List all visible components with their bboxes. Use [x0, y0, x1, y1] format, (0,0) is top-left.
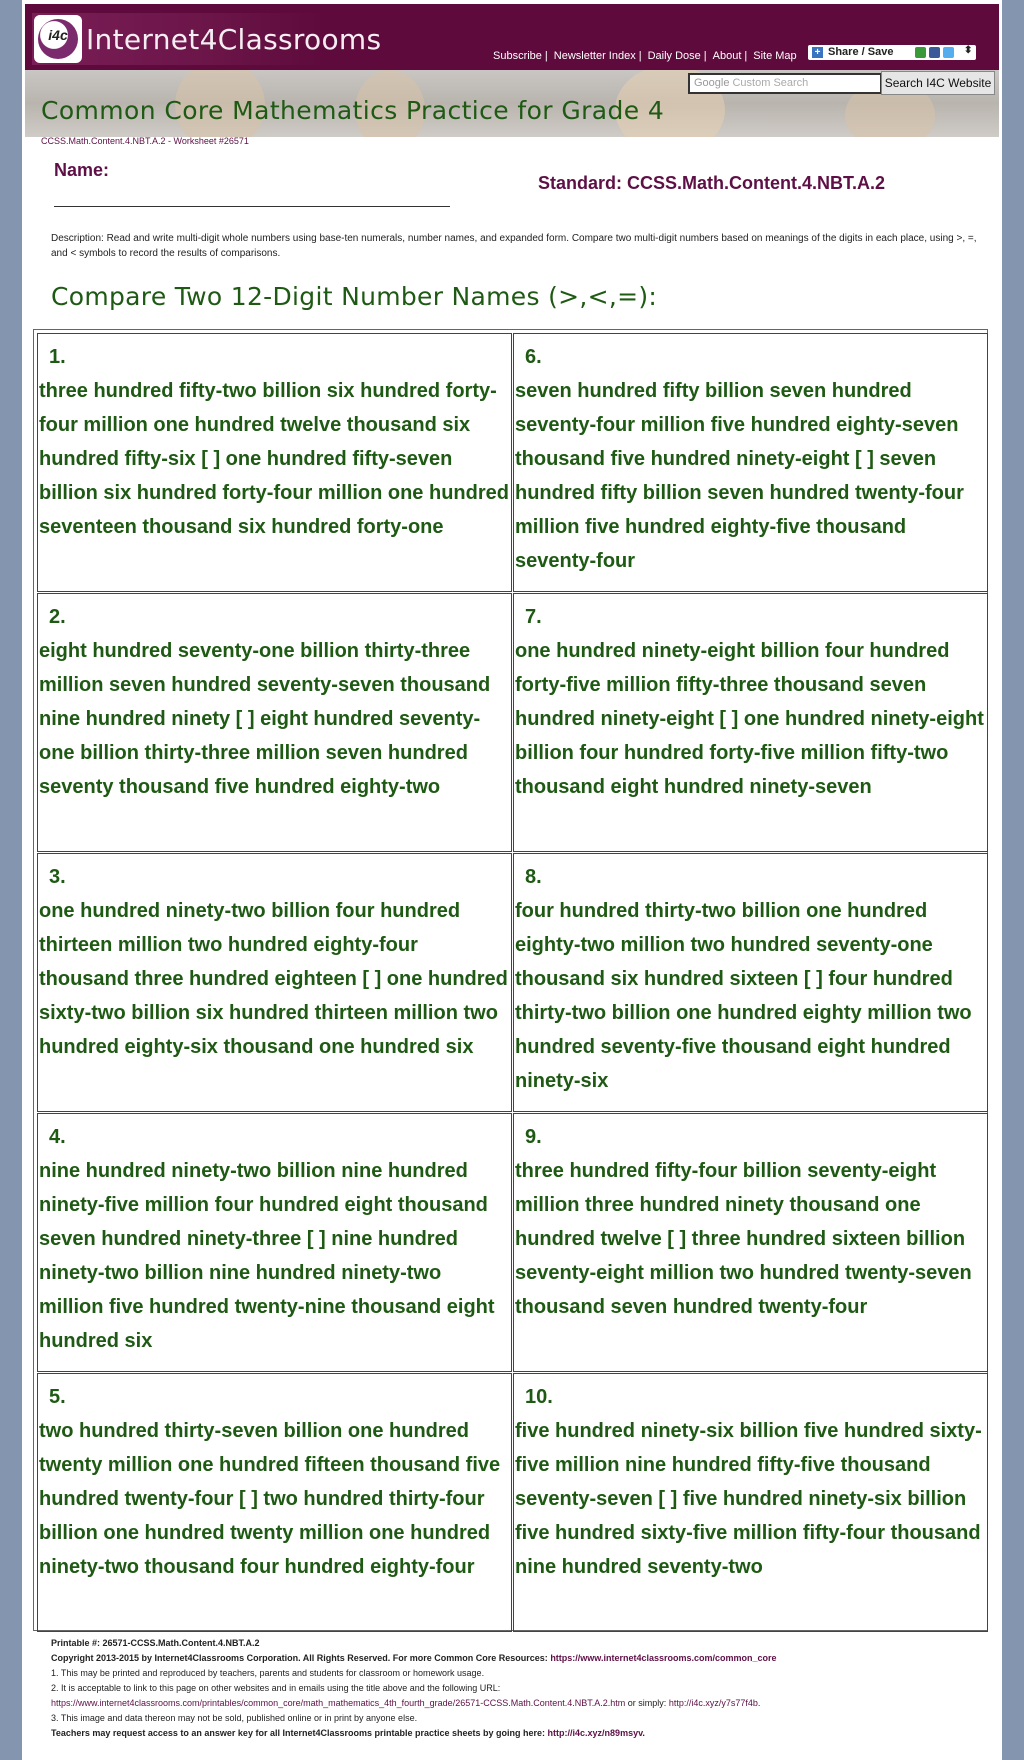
footer-note-1: 1. This may be printed and reproduced by teachers, parents and students for classroom or homework usage.: [51, 1668, 485, 1678]
problem-number: 7.: [525, 606, 542, 628]
problem-text: one hundred ninety-eight billion four hundred forty-five million fifty-three thousand seven hundred ninety-eight [ ] one hundred ninety-eight billion four hundred forty-five million fifty-two thousand eight hundred ninety-seven: [515, 640, 984, 798]
nav-newsletter-index[interactable]: Newsletter Index: [553, 50, 636, 62]
problem-cell: [513, 1113, 988, 1372]
problem-text: one hundred ninety-two billion four hundred thirteen million two hundred eighty-four thousand three hundred eighteen [ ] one hundred sixty-two billion six hundred thirteen million two hundred eighty-six thousand one hundred six: [39, 900, 508, 1058]
standard-label: Standard: CCSS.Math.Content.4.NBT.A.2: [538, 173, 886, 193]
facebook-icon: [929, 47, 940, 58]
printable-number: Printable #: 26571-CCSS.Math.Content.4.NBT.A.2: [51, 1638, 260, 1648]
description: Description: Read and write multi-digit whole numbers using base-ten numerals, number names, and expanded form. Compare two multi-digit numbers based on meanings of the digits in each place, using >, =, and < symbols to record the results of comparisons.: [51, 233, 977, 259]
site-logo[interactable]: [32, 13, 382, 65]
short-url-link[interactable]: http://i4c.xyz/y7s77f4b: [668, 1698, 758, 1708]
problem-text: three hundred fifty-four billion seventy-eight million three hundred ninety thousand one hundred twelve [ ] three hundred sixteen billion seventy-eight million two hundred twenty-seven thousand seven hundred twenty-four: [515, 1160, 972, 1318]
problem-cell: [37, 853, 512, 1112]
footer: [51, 1636, 996, 1741]
search-input[interactable]: Google Custom Search: [688, 73, 882, 94]
answer-key-link[interactable]: http://i4c.xyz/n89msyv: [547, 1728, 643, 1738]
problem-cell: [513, 333, 988, 592]
share-save-button[interactable]: [808, 45, 976, 60]
problem-text: three hundred fifty-two billion six hundred forty-four million one hundred twelve thousand six hundred fifty-six [ ] one hundred fifty-seven billion six hundred forty-four million one hundred seventeen thousand six hundred forty-one: [39, 380, 509, 538]
problem-text: four hundred thirty-two billion one hundred eighty-two million two hundred seventy-one thousand six hundred sixteen [ ] four hundred thirty-two billion one hundred eighty million two hundred seventy-five thousand eight hundred ninety-six: [515, 900, 972, 1092]
answer-key-line: Teachers may request access to an answer key for all Internet4Classrooms printable practice sheets by going here: http://i4c.xyz/n89msyv.: [51, 1728, 645, 1738]
nav-site-map[interactable]: Site Map: [753, 50, 797, 62]
footer-note-2: 2. It is acceptable to link to this page on other websites and in emails using the title above and the following URL:: [51, 1683, 501, 1693]
problem-number: 4.: [49, 1126, 66, 1148]
page: [22, 0, 1002, 1760]
problem-number: 10.: [525, 1386, 553, 1408]
problem-grid: [33, 329, 988, 1631]
problem-text: nine hundred ninety-two billion nine hundred ninety-five million four hundred eight thousand seven hundred ninety-three [ ] nine hundred ninety-two billion nine hundred ninety-two million five hundred twenty-nine thousand eight hundred six: [39, 1160, 495, 1352]
worksheet-url-link[interactable]: https://www.internet4classrooms.com/printables/common_core/math_mathematics_4th_fourth_grade/26571-CCSS.Math.Content.4.NBT.A.2.htm: [51, 1698, 626, 1708]
problem-number: 1.: [49, 346, 66, 368]
worksheet-title: Compare Two 12-Digit Number Names (>,<,=):: [51, 282, 658, 311]
problem-number: 9.: [525, 1126, 542, 1148]
problem-number: 2.: [49, 606, 66, 628]
nav-daily-dose[interactable]: Daily Dose: [647, 50, 701, 62]
copyright: Copyright 2013-2015 by Internet4Classrooms Corporation. All Rights Reserved. For more Common Core Resources: https://www.internet4classrooms.com/common_core: [51, 1653, 777, 1663]
share-generic-icon: [915, 47, 926, 58]
problem-cell: [37, 1113, 512, 1372]
search-button[interactable]: Search I4C Website: [881, 71, 995, 95]
problem-number: 8.: [525, 866, 542, 888]
logo-text: Internet4Classrooms: [86, 23, 382, 56]
name-line: [54, 206, 450, 207]
search-placeholder: Custom Search: [732, 77, 809, 89]
top-nav: Subscribe | Newsletter Index | Daily Dose | About | Site Map: [493, 50, 797, 62]
problem-number: 3.: [49, 866, 66, 888]
twitter-icon: [943, 47, 954, 58]
site-header: [25, 4, 999, 70]
problem-cell: [513, 853, 988, 1112]
nav-subscribe[interactable]: Subscribe: [493, 50, 542, 62]
problem-text: two hundred thirty-seven billion one hundred twenty million one hundred fifteen thousand five hundred twenty-four [ ] two hundred thirty-four billion one hundred twenty million one hundred ninety-two thousand four hundred eighty-four: [39, 1420, 501, 1578]
breadcrumb: CCSS.Math.Content.4.NBT.A.2 - Worksheet #26571: [41, 136, 249, 146]
problem-text: seven hundred fifty billion seven hundred seventy-four million five hundred eighty-seven thousand five hundred ninety-eight [ ] seven hundred fifty billion seven hundred twenty-four million five hundred eighty-five thousand seventy-four: [515, 380, 964, 572]
page-title: Common Core Mathematics Practice for Grade 4: [41, 96, 665, 125]
chevron-updown-icon: ⬍: [964, 45, 973, 56]
problem-cell: [37, 593, 512, 852]
common-core-link[interactable]: https://www.internet4classrooms.com/common_core: [550, 1653, 777, 1663]
problem-text: eight hundred seventy-one billion thirty-three million seven hundred seventy-seven thousand nine hundred ninety [ ] eight hundred seventy-one billion thirty-three million seven hundred seventy thousand five hundred eighty-two: [39, 640, 491, 798]
problem-cell: [37, 1373, 512, 1632]
share-label: Share / Save: [828, 46, 894, 58]
footer-url-line: https://www.internet4classrooms.com/printables/common_core/math_mathematics_4th_fourth_grade/26571-CCSS.Math.Content.4.NBT.A.2.htm or simply: http://i4c.xyz/y7s77f4b.: [51, 1698, 761, 1708]
nav-about[interactable]: About: [712, 50, 742, 62]
problem-cell: [37, 333, 512, 592]
logo-badge-icon: i4c: [34, 15, 82, 63]
name-label: Name:: [54, 160, 110, 180]
problem-text: five hundred ninety-six billion five hundred sixty-five million nine hundred fifty-five thousand seventy-seven [ ] five hundred ninety-six billion five hundred sixty-five million fifty-four thousand nine hundred seventy-two: [515, 1420, 982, 1578]
problem-cell: [513, 593, 988, 852]
plus-icon: +: [812, 47, 823, 58]
problem-number: 6.: [525, 346, 542, 368]
problem-cell: [513, 1373, 988, 1632]
problem-number: 5.: [49, 1386, 66, 1408]
footer-note-3: 3. This image and data thereon may not be sold, published online or in print by anyone else.: [51, 1713, 418, 1723]
